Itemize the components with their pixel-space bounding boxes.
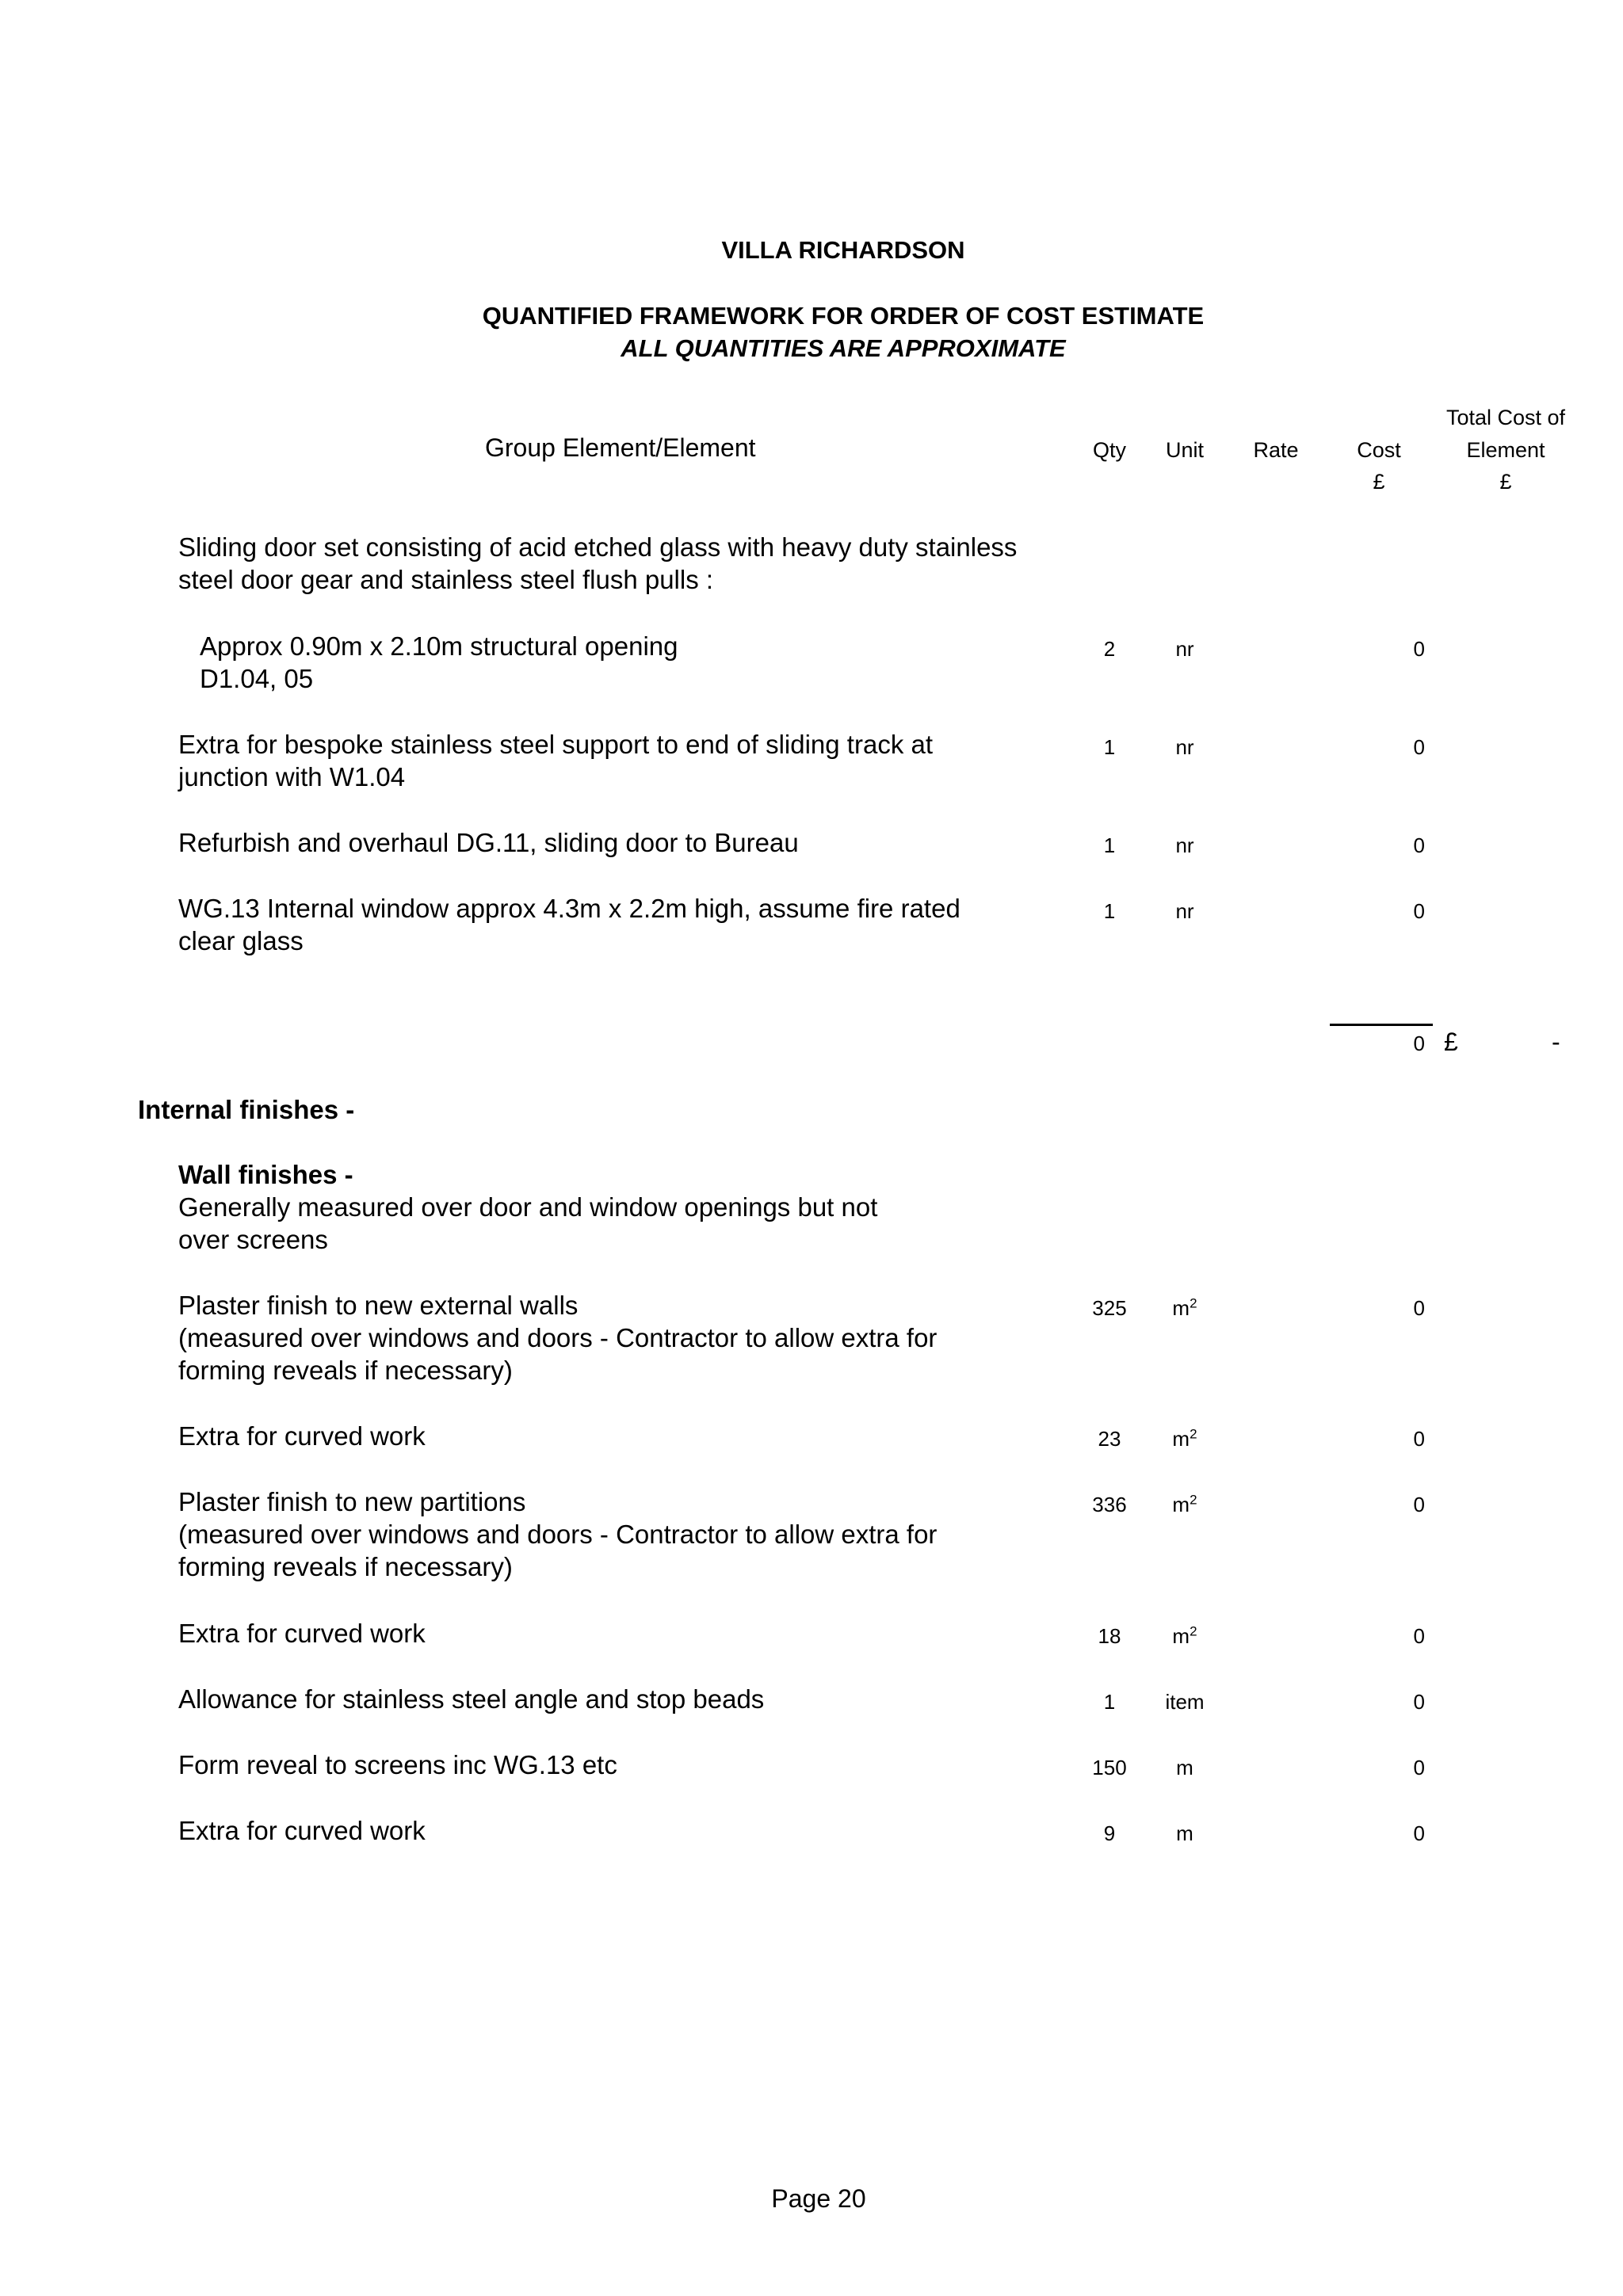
header-total-currency: £ <box>1499 470 1512 494</box>
item-unit: item <box>1165 1690 1205 1714</box>
item-description: Plaster finish to new partitions (measured over windows and doors - Contractor to allow extra for forming reveals if necessary) <box>178 1487 938 1581</box>
document-subtitle: QUANTIFIED FRAMEWORK FOR ORDER OF COST ESTIMATE <box>482 302 1205 330</box>
page-number: Page 20 <box>771 2184 866 2213</box>
subtotal-cost: 0 <box>1413 1032 1425 1055</box>
subsection-heading: Wall finishes - <box>178 1160 353 1189</box>
subsection-note: Generally measured over door and window openings but not over screens <box>178 1192 878 1254</box>
item-unit: $m^2$ <box>1172 1426 1197 1451</box>
item-unit: nr <box>1175 637 1194 661</box>
header-rate: Rate <box>1253 438 1299 462</box>
item-description: Extra for bespoke stainless steel support to end of sliding track at junction with W1.04 <box>178 730 934 791</box>
header-total-line1: Total Cost of <box>1445 406 1566 429</box>
item-unit: $m^2$ <box>1172 1623 1197 1648</box>
item-qty: 336 <box>1092 1493 1127 1516</box>
item-qty: 23 <box>1098 1427 1121 1451</box>
item-description: Sliding door set consisting of acid etched glass with heavy duty stainless steel door gear and stainless steel flush pulls : <box>178 532 1018 594</box>
item-description: Extra for curved work <box>178 1421 426 1451</box>
item-qty: 1 <box>1103 899 1116 923</box>
header-cost-currency: £ <box>1373 470 1385 494</box>
item-cost: 0 <box>1413 1690 1425 1714</box>
item-description: Refurbish and overhaul DG.11, sliding door to Bureau <box>178 828 799 857</box>
item-unit: nr <box>1175 899 1194 923</box>
document-note: ALL QUANTITIES ARE APPROXIMATE <box>621 334 1066 362</box>
item-description: Extra for curved work <box>178 1816 426 1845</box>
item-unit: $m^2$ <box>1172 1295 1197 1320</box>
header-group-element: Group Element/Element <box>485 433 756 462</box>
item-qty: 1 <box>1103 735 1116 759</box>
item-unit: $m^2$ <box>1172 1492 1197 1516</box>
item-cost: 0 <box>1413 735 1425 759</box>
item-cost: 0 <box>1413 637 1425 661</box>
item-description: Approx 0.90m x 2.10m structural opening D1.04, 05 <box>200 631 678 693</box>
item-cost: 0 <box>1413 1624 1425 1648</box>
item-cost: 0 <box>1413 1296 1425 1320</box>
section-heading: Internal finishes - <box>138 1095 355 1124</box>
subtotal-total: - <box>1552 1028 1560 1056</box>
item-qty: 2 <box>1103 637 1116 661</box>
item-unit: nr <box>1175 735 1194 759</box>
item-qty: 150 <box>1092 1756 1127 1779</box>
document-title: VILLA RICHARDSON <box>721 236 965 264</box>
item-cost: 0 <box>1413 1427 1425 1451</box>
item-description: WG.13 Internal window approx 4.3m x 2.2m high, assume fire rated clear glass <box>178 894 960 955</box>
item-qty: 1 <box>1103 833 1116 857</box>
item-qty: 1 <box>1103 1690 1116 1714</box>
item-description: Extra for curved work <box>178 1619 426 1648</box>
item-cost: 0 <box>1413 1493 1425 1516</box>
item-cost: 0 <box>1413 1821 1425 1845</box>
item-qty: 18 <box>1098 1624 1121 1648</box>
item-unit: m <box>1176 1756 1193 1779</box>
item-unit: m <box>1176 1821 1193 1845</box>
item-cost: 0 <box>1413 1756 1425 1779</box>
subtotal-rule <box>1330 1024 1433 1026</box>
item-description: Plaster finish to new external walls (measured over windows and doors - Contractor to allow extra for forming reveals if necessary) <box>178 1291 938 1385</box>
item-qty: 9 <box>1103 1821 1116 1845</box>
item-unit: nr <box>1175 833 1194 857</box>
item-qty: 325 <box>1092 1296 1127 1320</box>
item-description: Allowance for stainless steel angle and stop beads <box>178 1684 765 1714</box>
item-description: Form reveal to screens inc WG.13 etc <box>178 1750 617 1779</box>
item-cost: 0 <box>1413 833 1425 857</box>
header-cost: Cost <box>1357 438 1401 462</box>
subtotal-currency: £ <box>1444 1028 1458 1056</box>
header-qty: Qty <box>1092 438 1126 462</box>
item-cost: 0 <box>1413 899 1425 923</box>
header-total-line2: Element <box>1466 438 1545 462</box>
header-unit: Unit <box>1165 438 1204 462</box>
